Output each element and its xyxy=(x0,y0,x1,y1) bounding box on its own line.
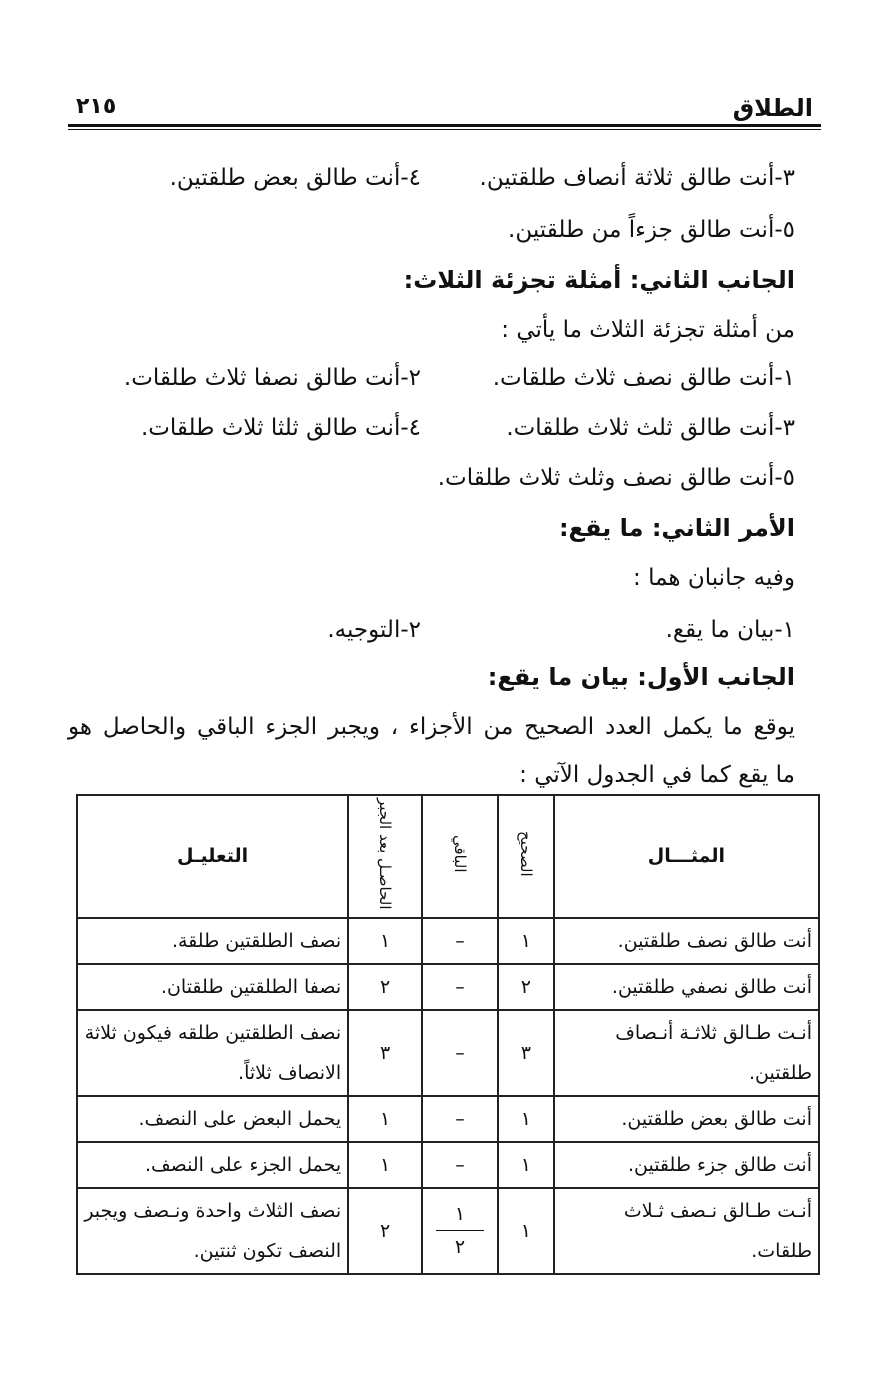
list-item: ٢-التوجيه. xyxy=(327,617,421,643)
header-remainder: الباقي xyxy=(422,795,498,918)
fraction-numerator: ١ xyxy=(454,1202,466,1225)
cell-reason: يحمل البعض على النصف. xyxy=(77,1096,348,1142)
cell-reason: نصف الثلاث واحدة ونـصف ويجبر النصف تكون ثنتين. xyxy=(77,1188,348,1274)
cell-remainder: – xyxy=(422,918,498,964)
cell-whole: ١ xyxy=(498,918,554,964)
list-item: ٣-أنت طالق ثلث ثلاث طلقات. xyxy=(506,415,795,441)
cell-reason: نصف الطلقتين طلقة. xyxy=(77,918,348,964)
cell-result: ٣ xyxy=(348,1010,422,1096)
section-heading: الجانب الثاني: أمثلة تجزئة الثلاث: xyxy=(403,266,795,294)
section-heading: الأمر الثاني: ما يقع: xyxy=(558,514,795,542)
running-title: الطلاق xyxy=(732,94,813,122)
cell-result: ١ xyxy=(348,918,422,964)
results-table xyxy=(76,794,820,1275)
cell-whole: ٢ xyxy=(498,964,554,1010)
cell-whole: ١ xyxy=(498,1096,554,1142)
table-header-row xyxy=(77,795,819,918)
cell-remainder xyxy=(422,1188,498,1274)
table-row xyxy=(77,1188,819,1274)
cell-reason: نصفا الطلقتين طلقتان. xyxy=(77,964,348,1010)
cell-remainder: – xyxy=(422,1096,498,1142)
cell-whole: ١ xyxy=(498,1142,554,1188)
cell-example: أنـت طـالق نـصف ثـلاث طلقات. xyxy=(554,1188,819,1274)
fraction-denominator: ٢ xyxy=(454,1235,466,1258)
cell-example: أنت طالق نصف طلقتين. xyxy=(554,918,819,964)
list-item: ٥-أنت طالق جزءاً من طلقتين. xyxy=(508,217,795,243)
list-item: ١-أنت طالق نصف ثلاث طلقات. xyxy=(492,365,795,391)
header-whole: الصحيح xyxy=(498,795,554,918)
list-item: ٤-أنت طالق ثلثا ثلاث طلقات. xyxy=(140,415,421,441)
header-result: الحاصـل بعد الجبر xyxy=(348,795,422,918)
header-rule-thin xyxy=(68,129,821,130)
fraction xyxy=(436,1204,484,1257)
header-reason: التعليـل xyxy=(77,795,348,918)
cell-result: ١ xyxy=(348,1142,422,1188)
cell-remainder: – xyxy=(422,1142,498,1188)
table-row xyxy=(77,964,819,1010)
paragraph: يوقع ما يكمل العدد الصحيح من الأجزاء ، ويجبر الجزء الباقي والحاصل هو xyxy=(68,714,795,740)
cell-result: ١ xyxy=(348,1096,422,1142)
cell-example: أنت طالق بعض طلقتين. xyxy=(554,1096,819,1142)
header-example: المثـــال xyxy=(554,795,819,918)
table-row xyxy=(77,918,819,964)
list-item: ٤-أنت طالق بعض طلقتين. xyxy=(169,165,421,191)
table-row xyxy=(77,1096,819,1142)
table-row xyxy=(77,1010,819,1096)
cell-reason: نصف الطلقتين طلقه فيكون ثلاثة الانصاف ثلاثاً. xyxy=(77,1010,348,1096)
cell-example: أنـت طـالق ثلاثـة أنـصاف طلقتين. xyxy=(554,1010,819,1096)
cell-result: ٢ xyxy=(348,964,422,1010)
paragraph: وفيه جانبان هما : xyxy=(633,565,795,591)
section-heading: الجانب الأول: بيان ما يقع: xyxy=(487,663,795,691)
paragraph: ما يقع كما في الجدول الآتي : xyxy=(519,762,795,788)
table-row xyxy=(77,1142,819,1188)
paragraph: من أمثلة تجزئة الثلاث ما يأتي : xyxy=(501,317,795,343)
cell-result: ٢ xyxy=(348,1188,422,1274)
cell-remainder: – xyxy=(422,964,498,1010)
fraction-bar xyxy=(436,1230,484,1231)
list-item: ٢-أنت طالق نصفا ثلاث طلقات. xyxy=(123,365,421,391)
cell-remainder: – xyxy=(422,1010,498,1096)
page-header xyxy=(68,92,821,128)
page-number: ٢١٥ xyxy=(76,94,117,119)
list-item: ٣-أنت طالق ثلاثة أنصاف طلقتين. xyxy=(479,165,795,191)
cell-example: أنت طالق جزء طلقتين. xyxy=(554,1142,819,1188)
list-item: ١-بيان ما يقع. xyxy=(665,617,795,643)
cell-example: أنت طالق نصفي طلقتين. xyxy=(554,964,819,1010)
cell-reason: يحمل الجزء على النصف. xyxy=(77,1142,348,1188)
list-item: ٥-أنت طالق نصف وثلث ثلاث طلقات. xyxy=(437,465,795,491)
cell-whole: ١ xyxy=(498,1188,554,1274)
cell-whole: ٣ xyxy=(498,1010,554,1096)
header-rule-thick xyxy=(68,124,821,127)
